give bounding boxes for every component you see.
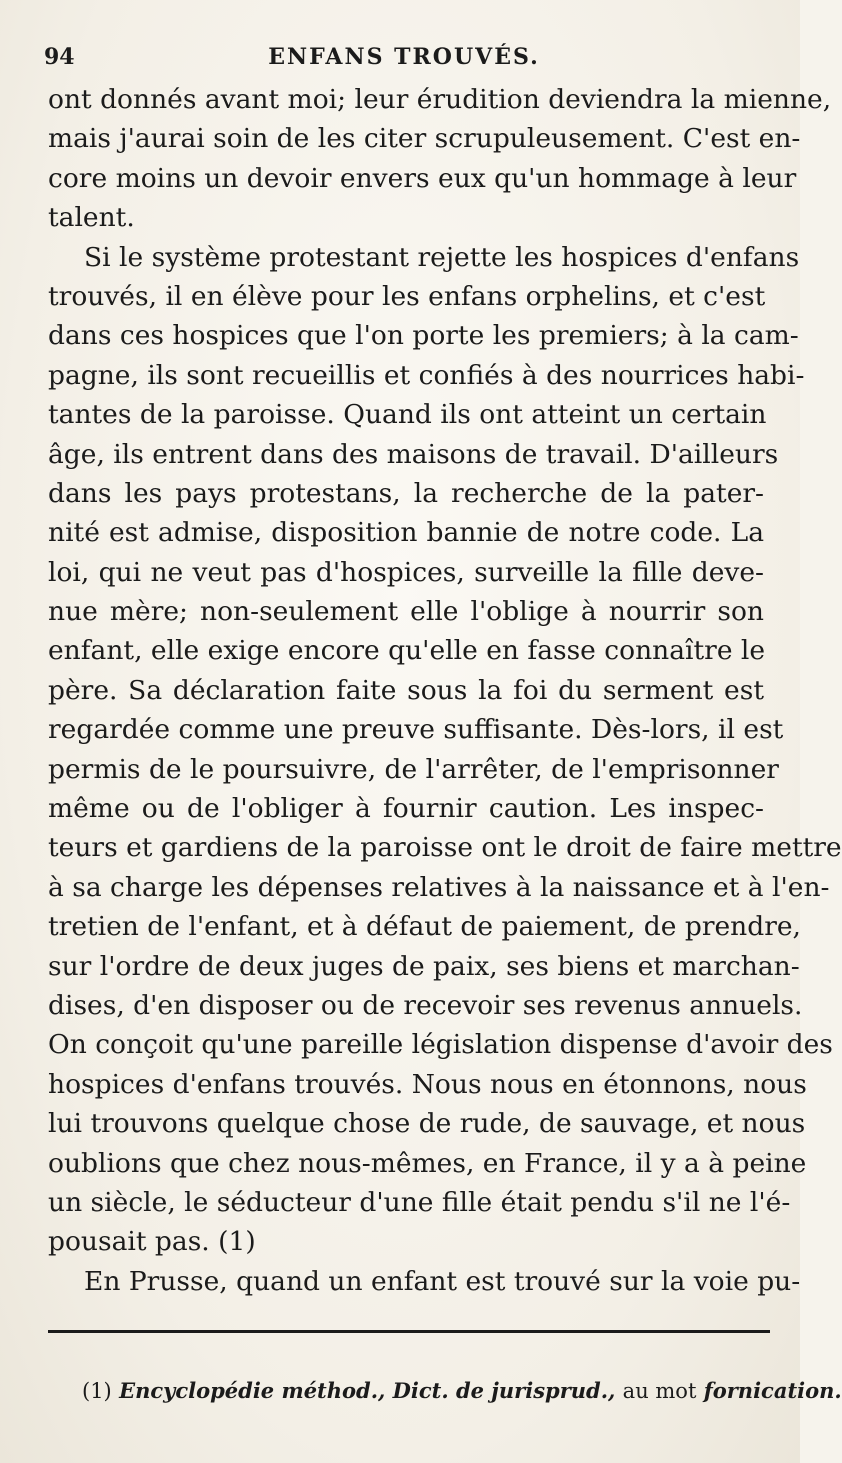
text-line: pagne, ils sont recueillis et confiés à des nourrices habi-: [48, 359, 805, 391]
text-line: dans les pays protestans, la recherche de la pater-: [48, 477, 764, 509]
text-line: enfant, elle exige encore qu'elle en fasse connaître le: [48, 635, 766, 667]
text-line: pousait pas. (1): [48, 1226, 256, 1258]
text-line: tretien de l'enfant, et à défaut de paiement, de prendre,: [48, 911, 801, 943]
text-line: talent.: [48, 202, 135, 234]
text-line: dans ces hospices que l'on porte les premiers; à la cam-: [48, 320, 799, 352]
text-line: un siècle, le séducteur d'une fille était pendu s'il ne l'é-: [48, 1186, 791, 1218]
text-line: âge, ils entrent dans des maisons de travail. D'ailleurs: [48, 438, 779, 470]
text-line: permis de le poursuivre, de l'arrêter, de l'emprisonner: [48, 753, 779, 785]
text-line: Si le système protestant rejette les hospices d'enfans: [84, 241, 800, 273]
footnote-connector: au mot: [622, 1379, 697, 1403]
text-line: dises, d'en disposer ou de recevoir ses revenus annuels.: [48, 989, 803, 1021]
text-line: sur l'ordre de deux juges de paix, ses biens et marchan-: [48, 950, 800, 982]
text-line: tantes de la paroisse. Quand ils ont atteint un certain: [48, 399, 767, 431]
text-line: lui trouvons quelque chose de rude, de sauvage, et nous: [48, 1108, 806, 1140]
text-line: mais j'aurai soin de les citer scrupuleusement. C'est en-: [48, 123, 801, 155]
page-number: 94: [44, 44, 75, 70]
text-line: hospices d'enfans trouvés. Nous nous en étonnons, nous: [48, 1068, 807, 1100]
text-line: à sa charge les dépenses relatives à la naissance et à l'en-: [48, 871, 830, 903]
text-line: ont donnés avant moi; leur érudition deviendra la mienne,: [48, 84, 832, 115]
running-title: ENFANS TROUVÉS.: [268, 44, 540, 70]
footnote-divider: [48, 1330, 770, 1333]
footnote-marker: (1): [82, 1379, 112, 1403]
text-line: trouvés, il en élève pour les enfans orphelins, et c'est: [48, 280, 766, 312]
footnote: [82, 1378, 842, 1403]
text-line: core moins un devoir envers eux qu'un hommage à leur: [48, 162, 797, 194]
text-line: oublions que chez nous-mêmes, en France, il y a à peine: [48, 1147, 807, 1179]
text-line: même ou de l'obliger à fournir caution. Les inspec-: [48, 793, 764, 825]
text-line: teurs et gardiens de la paroisse ont le droit de faire mettre: [48, 832, 842, 864]
text-line: père. Sa déclaration faite sous la foi du serment est: [48, 674, 764, 706]
body-text: [48, 80, 842, 1301]
text-line: En Prusse, quand un enfant est trouvé sur la voie pu-: [84, 1265, 801, 1297]
text-line: nité est admise, disposition bannie de notre code. La: [48, 517, 764, 549]
footnote-source: Encyclopédie méthod., Dict. de jurisprud.,: [119, 1378, 616, 1403]
footnote-term: fornication.: [703, 1378, 842, 1403]
text-line: On conçoit qu'une pareille législation dispense d'avoir des: [48, 1029, 833, 1061]
text-line: loi, qui ne veut pas d'hospices, surveille la fille deve-: [48, 556, 764, 588]
text-line: nue mère; non-seulement elle l'oblige à nourrir son: [48, 596, 764, 628]
text-line: regardée comme une preuve suffisante. Dès-lors, il est: [48, 714, 784, 746]
page-header: [44, 36, 764, 76]
